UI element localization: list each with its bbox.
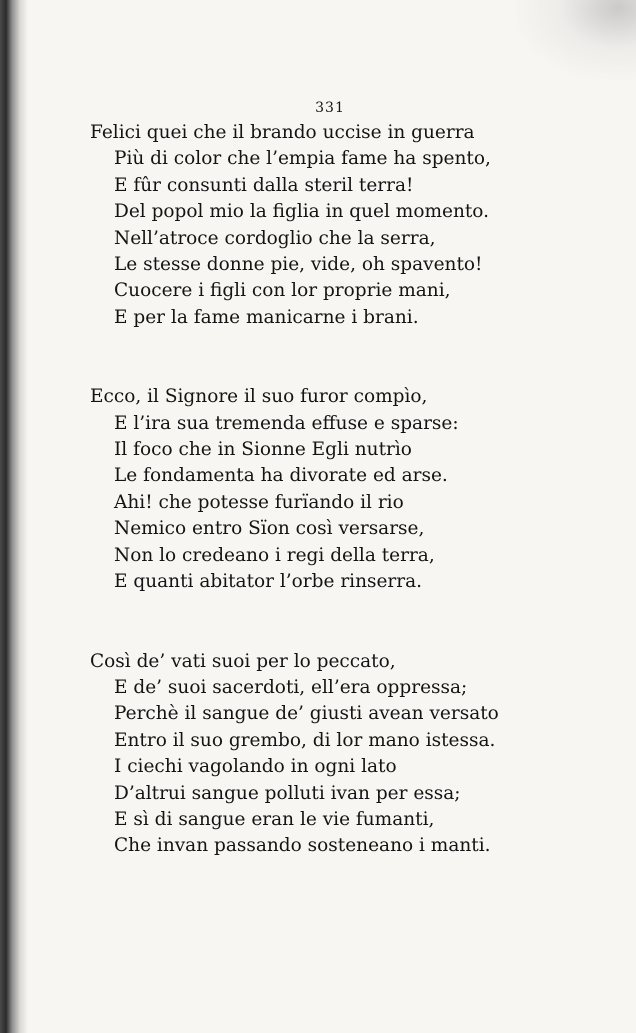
verse-line: Non lo credeano i regi della terra,: [114, 544, 435, 566]
verse-line: Cuocere i figli con lor proprie mani,: [114, 280, 451, 302]
verse-line: I ciechi vagolando in ogni lato: [114, 756, 397, 778]
verse-line: E fûr consunti dalla steril terra!: [114, 174, 414, 196]
verse-line: Il foco che in Sionne Egli nutrìo: [114, 439, 412, 461]
verse-line: Che invan passando sosteneano i manti.: [114, 835, 491, 857]
page-shadow: [516, 0, 636, 80]
poem: [90, 120, 610, 913]
verse-line: Perchè il sangue de’ giusti avean versato: [114, 703, 499, 725]
stanza-3: [90, 649, 610, 860]
verse-line: Del popol mio la figlia in quel momento.: [114, 201, 489, 223]
verse-line: Più di color che l’empia fame ha spento,: [114, 148, 491, 170]
verse-line: E l’ira sua tremenda effuse e sparse:: [114, 412, 459, 434]
verse-line: Le stesse donne pie, vide, oh spavento!: [114, 254, 483, 276]
verse-line: Ahi! che potesse furïando il rio: [114, 491, 404, 513]
verse-line: D’altrui sangue polluti ivan per essa;: [114, 782, 461, 804]
verse-line: Così de’ vati suoi per lo peccato,: [90, 650, 396, 672]
verse-line: Ecco, il Signore il suo furor compìo,: [90, 386, 428, 408]
page-number: 331: [315, 100, 345, 116]
verse-line: Entro il suo grembo, di lor mano istessa.: [114, 729, 496, 751]
verse-line: E sì di sangue eran le vie fumanti,: [114, 808, 435, 830]
verse-line: Felici quei che il brando uccise in guerra: [90, 122, 475, 143]
stanza-2: [90, 384, 610, 595]
book-binding-edge: [0, 0, 28, 1033]
verse-line: E quanti abitator l’orbe rinserra.: [114, 571, 423, 593]
verse-line: Le fondamenta ha divorate ed arse.: [114, 465, 448, 487]
verse-line: Nemico entro Sïon così versarse,: [114, 518, 425, 540]
verse-line: E per la fame manicarne i brani.: [114, 306, 419, 328]
stanza-1: [90, 120, 610, 331]
verse-line: Nell’atroce cordoglio che la serra,: [114, 227, 436, 249]
verse-line: E de’ suoi sacerdoti, ell’era oppressa;: [114, 676, 468, 698]
